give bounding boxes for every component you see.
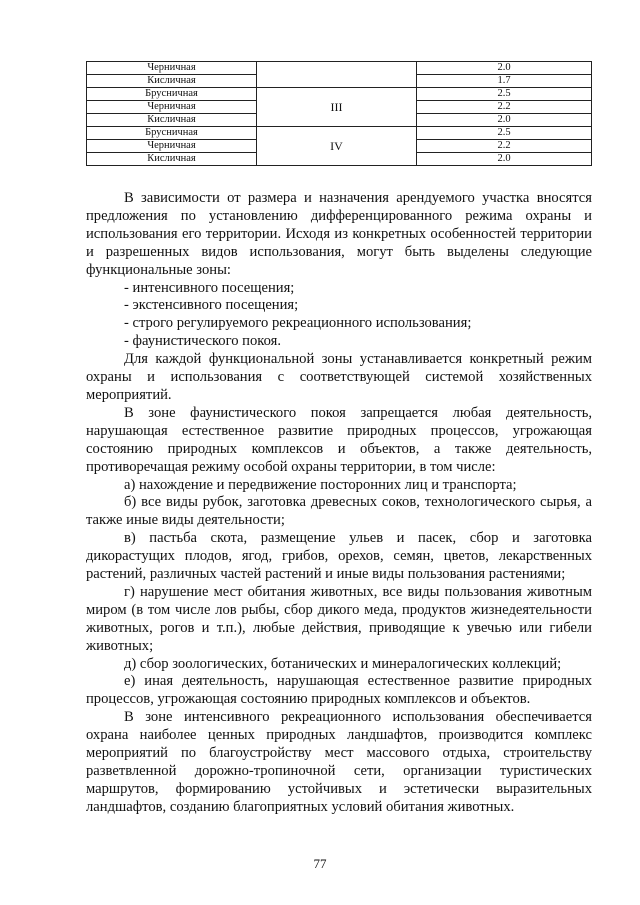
zone-cell-iii: III xyxy=(257,88,417,127)
table-row xyxy=(87,62,592,75)
forest-type-table xyxy=(86,61,592,166)
value-cell: 2.5 xyxy=(417,88,592,101)
zone-list-item: - экстенсивного посещения; xyxy=(124,297,299,314)
forest-type-cell: Кисличная xyxy=(87,114,257,127)
prohibition-item: е) иная деятельность, нарушающая естественное развитие природных процессов, угрожающая состоянию природных комплексов и объектов. xyxy=(86,673,592,708)
intro-paragraph: В зависимости от размера и назначения арендуемого участка вносятся предложения по установлению дифференцированного режима охраны и использования его территории. Исходя из конкретных особенностей территории и разрешенных видов использования, могут быть выделены следующие функциональные зоны: xyxy=(86,190,592,278)
prohibition-item: а) нахождение и передвижение посторонних лиц и транспорта; xyxy=(124,476,517,493)
forest-type-cell: Кисличная xyxy=(87,153,257,166)
zone-cell-iv: IV xyxy=(257,127,417,166)
value-cell: 2.0 xyxy=(417,62,592,75)
zone-list-item: - строго регулируемого рекреационного использования; xyxy=(124,315,472,332)
value-cell: 2.0 xyxy=(417,114,592,127)
regime-paragraph: Для каждой функциональной зоны устанавливается конкретный режим охраны и использования с соответствующей системой хозяйственных мероприятий. xyxy=(86,351,592,403)
table-row xyxy=(87,127,592,140)
zone-list-item: - интенсивного посещения; xyxy=(124,279,295,296)
zone-cell-empty xyxy=(257,62,417,88)
forest-type-cell: Кисличная xyxy=(87,75,257,88)
prohibition-item: б) все виды рубок, заготовка древесных соков, технологического сырья, а также иные виды деятельности; xyxy=(86,494,592,529)
value-cell: 2.2 xyxy=(417,140,592,153)
prohibition-item: г) нарушение мест обитания животных, все виды пользования животным миром (в том числе лов рыбы, сбор дикого меда, продуктов жизнедеятельности животных, рогов и т.п.), любые действия, приводящие к увечью или гибели животных; xyxy=(86,583,592,654)
fauna-zone-paragraph: В зоне фаунистического покоя запрещается любая деятельность, нарушающая естественное развитие природных процессов, угрожающая состоянию природных комплексов и объектов, а также деятельность, противоречащая режиму особой охраны территории, в том числе: xyxy=(86,404,592,475)
value-cell: 2.5 xyxy=(417,127,592,140)
forest-type-cell: Брусничная xyxy=(87,88,257,101)
prohibition-item: д) сбор зоологических, ботанических и минералогических коллекций; xyxy=(124,655,562,672)
prohibition-item: в) пастьба скота, размещение ульев и пасек, сбор и заготовка дикорастущих плодов, ягод, грибов, орехов, семян, цветов, лекарственных растений, различных частей растений и иные виды пользования растениями; xyxy=(86,530,592,583)
document-body xyxy=(86,190,592,817)
forest-type-cell: Черничная xyxy=(87,140,257,153)
table-row xyxy=(87,88,592,101)
zone-list-item: - фаунистического покоя. xyxy=(124,333,281,350)
intensive-zone-paragraph: В зоне интенсивного рекреационного использования обеспечивается охрана наиболее ценных природных ландшафтов, производится комплекс мероприятий по благоустройству мест массового отдыха, строительству разветвленной дорожно-тропиночной сети, организации туристических маршрутов, формированию устойчивых и эстетически выразительных ландшафтов, созданию благоприятных условий обитания животных. xyxy=(86,709,592,815)
value-cell: 2.0 xyxy=(417,153,592,166)
value-cell: 1.7 xyxy=(417,75,592,88)
page-number: 77 xyxy=(313,856,327,871)
forest-type-cell: Брусничная xyxy=(87,127,257,140)
forest-type-cell: Черничная xyxy=(87,62,257,75)
forest-type-cell: Черничная xyxy=(87,101,257,114)
value-cell: 2.2 xyxy=(417,101,592,114)
